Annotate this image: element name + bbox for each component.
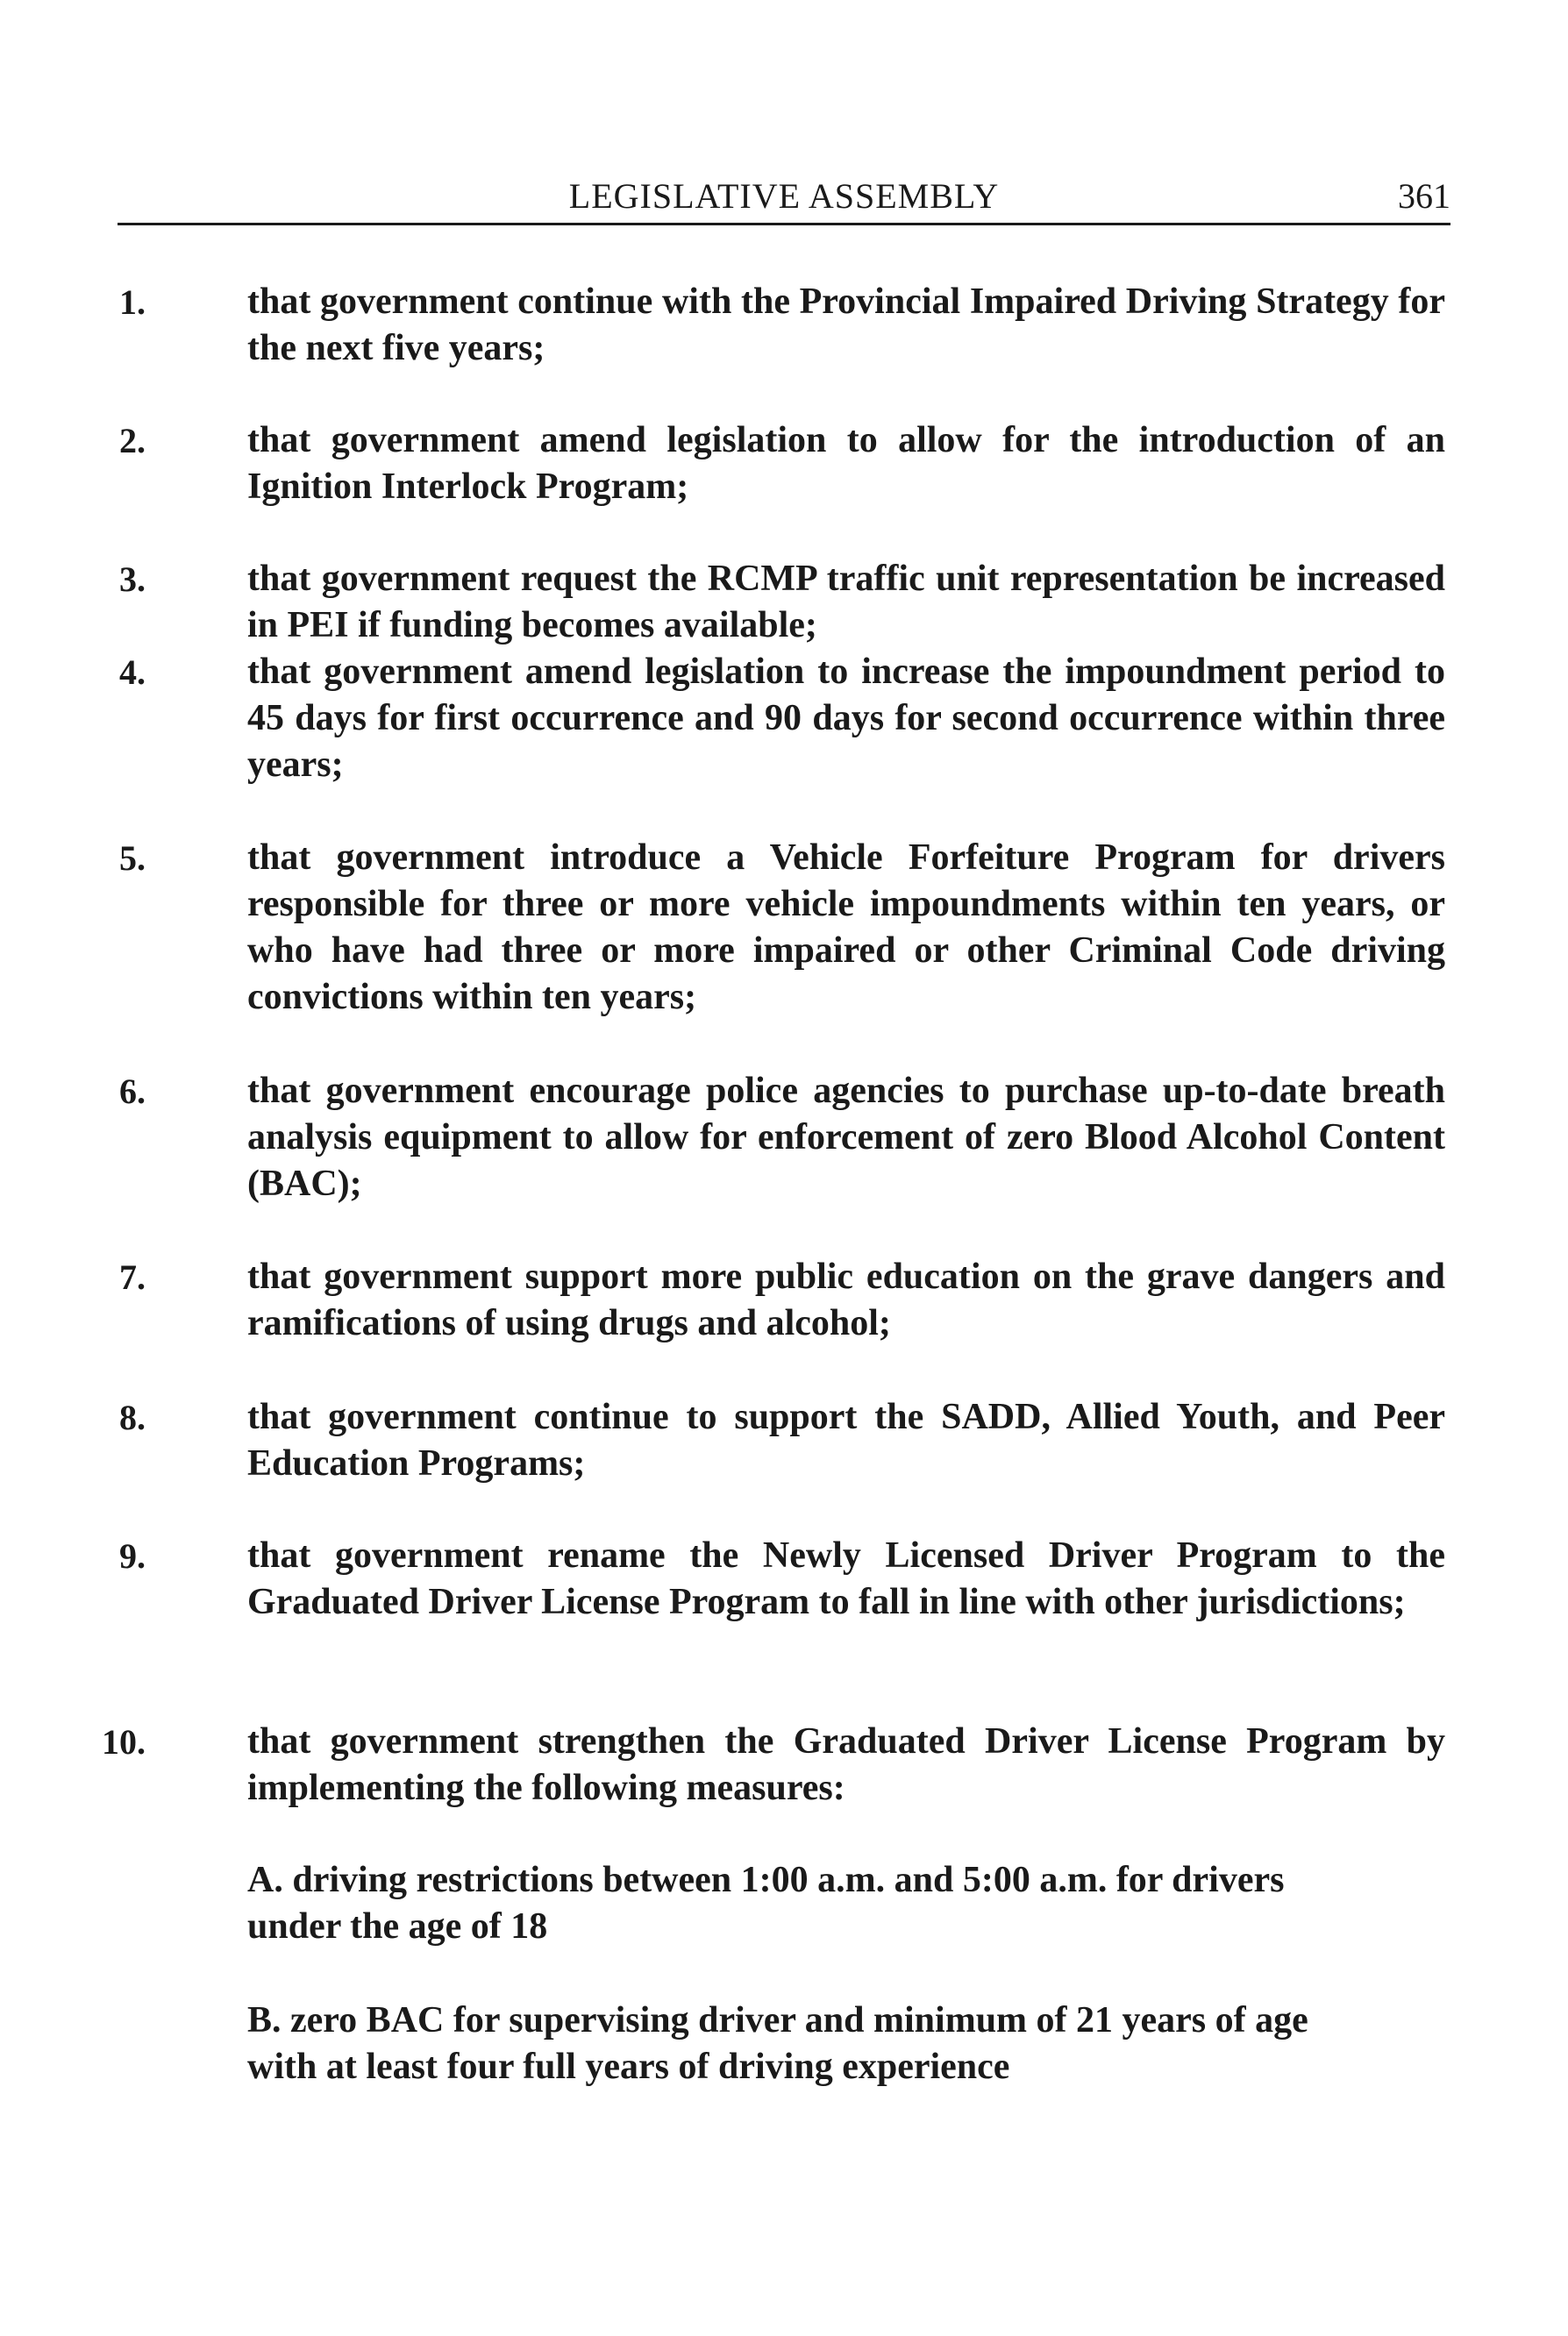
item-number: 8.: [119, 1398, 146, 1437]
item-number: 7.: [119, 1257, 146, 1297]
item-number: 2.: [119, 421, 146, 460]
item-text: that government amend legislation to increase the impoundment period to 45 days for first occurrence and 90 days for second occurrence within three years;: [247, 652, 1445, 785]
item-text: that government support more public education on the grave dangers and ramifications of using drugs and alcohol;: [247, 1257, 1445, 1343]
running-header: [118, 172, 1450, 228]
item-number: 3.: [119, 559, 146, 599]
item-number: 5.: [119, 838, 146, 878]
header-rule: [118, 223, 1450, 225]
item-text: that government continue with the Provincial Impaired Driving Strategy for the next five years;: [247, 281, 1445, 368]
page-number: 361: [1398, 176, 1450, 216]
item-text: that government continue to support the SADD, Allied Youth, and Peer Education Programs;: [247, 1397, 1445, 1484]
measure-a: A. driving restrictions between 1:00 a.m. and 5:00 a.m. for drivers under the age of 18: [247, 1860, 1285, 1947]
item-text: that government strengthen the Graduated Driver License Program by implementing the following measures:: [247, 1721, 1445, 1808]
item-text: that government amend legislation to allow for the introduction of an Ignition Interlock Program;: [247, 420, 1445, 507]
item-text: that government rename the Newly Licensed Driver Program to the Graduated Driver License Program to fall in line with other jurisdictions;: [247, 1535, 1445, 1622]
item-text: that government introduce a Vehicle Forfeiture Program for drivers responsible for three or more vehicle impoundments within ten years, or who have had three or more impaired or other Criminal Code driving convictions within ten years;: [247, 837, 1445, 1017]
item-number: 1.: [119, 282, 146, 322]
item-number: 6.: [119, 1072, 146, 1111]
item-text: that government encourage police agencies to purchase up-to-date breath analysis equipment to allow for enforcement of zero Blood Alcohol Content (BAC);: [247, 1071, 1445, 1204]
item-number: 4.: [119, 652, 146, 692]
item-text: that government request the RCMP traffic unit representation be increased in PEI if funding becomes available;: [247, 559, 1445, 645]
measure-b: B. zero BAC for supervising driver and minimum of 21 years of age with at least four full years of driving experience: [247, 2000, 1308, 2087]
item-number: 10.: [102, 1722, 146, 1762]
item-number: 9.: [119, 1536, 146, 1576]
running-title: LEGISLATIVE ASSEMBLY: [568, 176, 1000, 216]
